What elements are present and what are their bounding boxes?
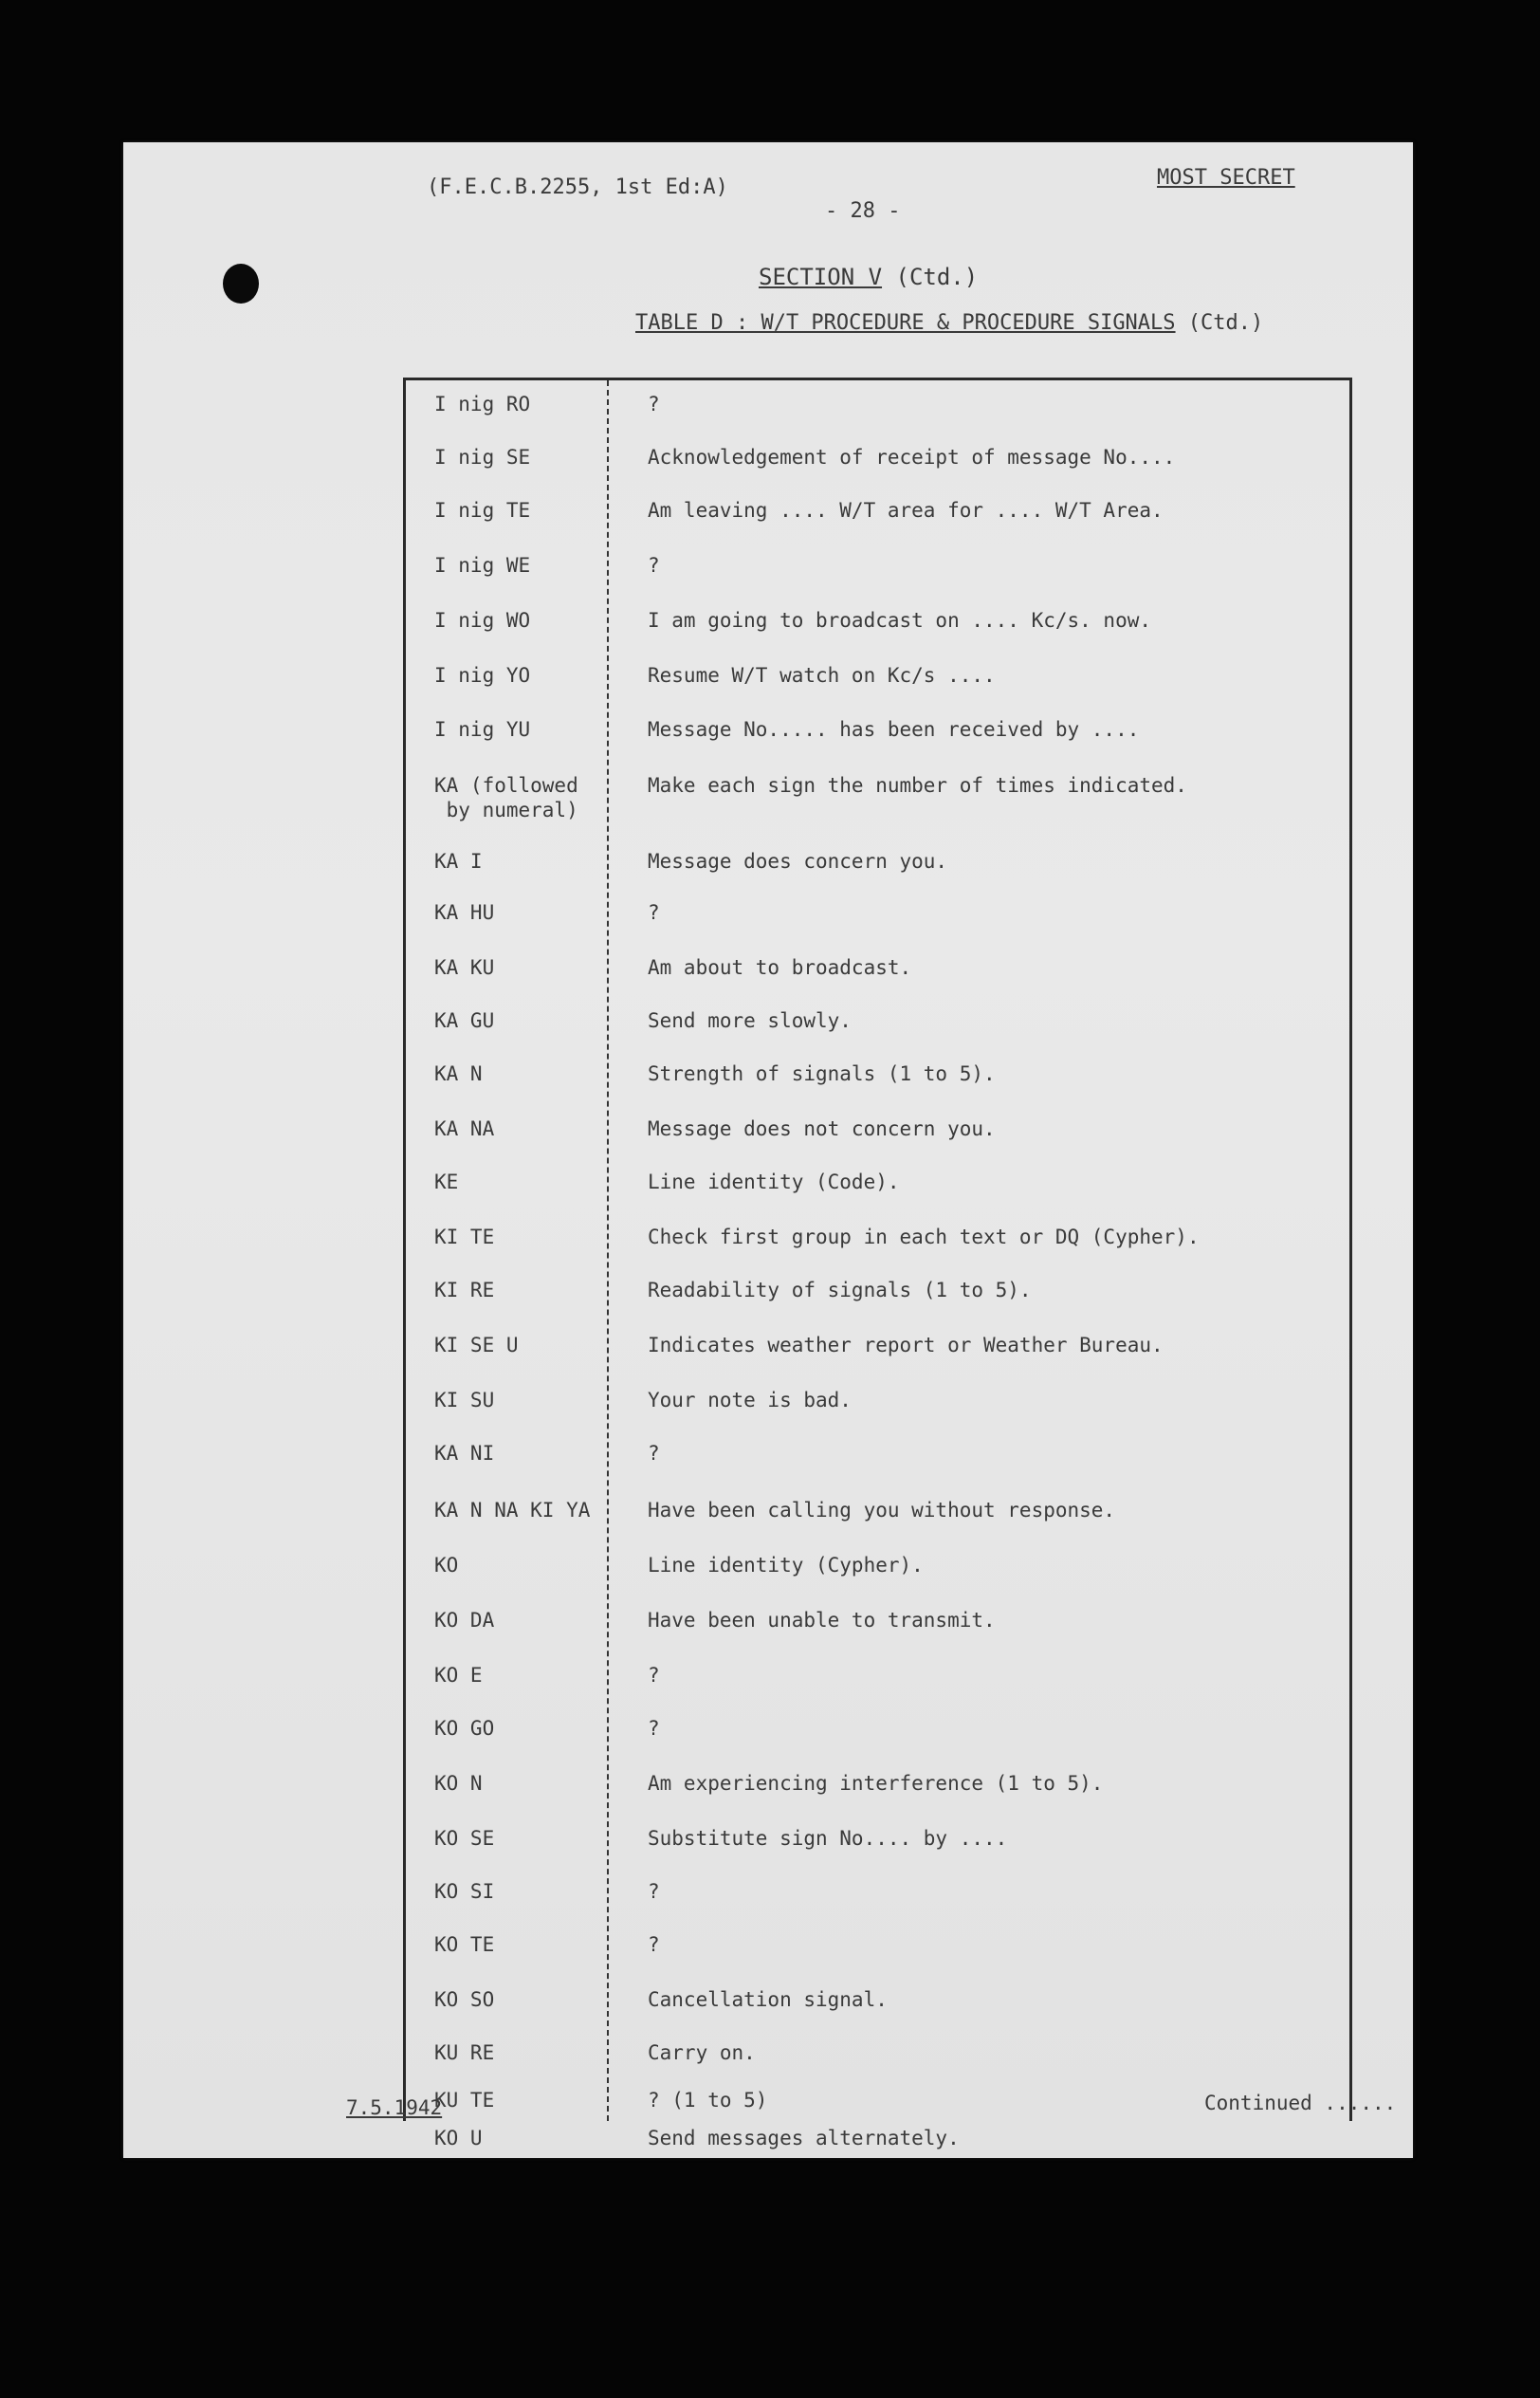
signal-meaning: Am leaving .... W/T area for .... W/T Area. <box>648 499 1164 522</box>
signal-code-text: KO SI <box>434 1880 495 1903</box>
signal-code <box>434 2126 483 2150</box>
section-suffix: (Ctd.) <box>895 264 979 290</box>
signal-meaning: ? <box>648 1442 660 1465</box>
table-heading <box>635 311 1263 335</box>
signal-meaning: Message does concern you. <box>648 850 948 873</box>
signal-meaning: Make each sign the number of times indicated. <box>648 774 1187 797</box>
signal-meaning: Substitute sign No.... by .... <box>648 1827 1008 1850</box>
signal-code <box>434 1716 494 1741</box>
signal-meaning: Strength of signals (1 to 5). <box>648 1062 996 1085</box>
signal-meaning: ? <box>648 554 660 577</box>
signals-table <box>403 378 1352 2149</box>
signal-code-text: KA NA <box>434 1117 495 1140</box>
signal-meaning: Have been unable to transmit. <box>648 1609 996 1632</box>
signal-code-text: KO N <box>434 1772 483 1795</box>
signal-meaning: Resume W/T watch on Kc/s .... <box>648 664 996 687</box>
signal-code-text: KA NI <box>434 1442 495 1465</box>
document-date: 7.5.1942 <box>346 2096 443 2119</box>
signal-meaning: Carry on. <box>648 2041 756 2064</box>
signal-meaning: Have been calling you without response. <box>648 1499 1116 1522</box>
signal-meaning: ? <box>648 1880 660 1903</box>
signal-code-text: KO GO <box>434 1717 495 1740</box>
signal-code <box>434 663 530 688</box>
signal-code-text: KU RE <box>434 2041 495 2064</box>
signal-code <box>434 445 530 470</box>
signal-code-text: I nig YO <box>434 664 531 687</box>
page-number: - 28 - <box>825 199 901 223</box>
signal-code <box>434 498 530 523</box>
signal-code <box>434 1116 494 1141</box>
signal-meaning: Readability of signals (1 to 5). <box>648 1279 1032 1301</box>
signal-code <box>434 553 530 578</box>
signal-meaning: ? <box>648 393 660 415</box>
signal-code-text: KO <box>434 1554 459 1577</box>
signal-code <box>434 1170 458 1194</box>
signal-code <box>434 1225 494 1249</box>
signal-meaning: Message does not concern you. <box>648 1117 996 1140</box>
signal-code <box>434 1826 494 1851</box>
signal-code-text: KO DA <box>434 1609 495 1632</box>
table-title: TABLE D : W/T PROCEDURE & PROCEDURE SIGNALS <box>635 311 1176 335</box>
signal-code-text: KI SE U <box>434 1334 519 1356</box>
signal-code-text: KA N NA KI YA <box>434 1499 591 1522</box>
signal-code <box>434 2088 494 2112</box>
signal-code-text: KA (followed <box>434 774 578 797</box>
signal-code <box>434 849 483 874</box>
signal-meaning: Am experiencing interference (1 to 5). <box>648 1772 1104 1795</box>
document-reference: (F.E.C.B.2255, 1st Ed:A) <box>427 175 728 199</box>
signal-code-text: KA I <box>434 850 483 873</box>
signal-meaning: Message No..... has been received by .... <box>648 718 1140 741</box>
signal-code-text: KI RE <box>434 1279 495 1301</box>
signal-meaning: Cancellation signal. <box>648 1988 888 2011</box>
signal-code <box>434 1008 494 1033</box>
signal-code <box>434 1061 483 1086</box>
signal-code-text: I nig SE <box>434 446 531 469</box>
signal-meaning: ? <box>648 901 660 924</box>
signal-meaning: Send more slowly. <box>648 1009 852 1032</box>
signal-code-text: KO U <box>434 2127 483 2149</box>
table-suffix: (Ctd.) <box>1187 311 1264 335</box>
signal-code-text: KA HU <box>434 901 495 924</box>
continued-note: Continued ...... <box>1204 2092 1397 2114</box>
signal-code <box>434 1498 590 1522</box>
signal-code-text: KO TE <box>434 1933 495 1956</box>
signal-code <box>434 2040 494 2065</box>
signal-code-text: I nig RO <box>434 393 531 415</box>
signal-meaning: Your note is bad. <box>648 1389 852 1411</box>
signal-code <box>434 1771 483 1796</box>
signal-meaning: Line identity (Code). <box>648 1171 900 1193</box>
section-title: SECTION V <box>759 264 883 290</box>
signal-meaning: ? <box>648 1664 660 1687</box>
signal-meaning: I am going to broadcast on .... Kc/s. now. <box>648 609 1152 632</box>
signal-code-text: KA N <box>434 1062 483 1085</box>
signal-code <box>434 1663 483 1688</box>
signal-code-text: KI SU <box>434 1389 495 1411</box>
document-page <box>123 142 1413 2158</box>
section-heading <box>759 264 978 290</box>
signal-meaning: ? (1 to 5) <box>648 2089 768 2112</box>
signal-meaning: Send messages alternately. <box>648 2127 960 2149</box>
signal-meaning: Indicates weather report or Weather Bureau. <box>648 1334 1164 1356</box>
signal-code <box>434 900 494 925</box>
signal-code-text: KE <box>434 1171 459 1193</box>
signal-code <box>434 1553 458 1577</box>
signal-code <box>434 608 530 633</box>
signal-code-text: KI TE <box>434 1226 495 1248</box>
signal-code-text: I nig WE <box>434 554 531 577</box>
signal-code-text: I nig WO <box>434 609 531 632</box>
signal-code <box>434 955 494 980</box>
signal-code <box>434 1388 494 1412</box>
column-divider <box>607 380 609 2121</box>
punch-hole <box>223 264 259 304</box>
signal-code <box>434 1441 494 1466</box>
signal-code-text: KO SE <box>434 1827 495 1850</box>
signal-code-text: I nig YU <box>434 718 531 741</box>
signal-code <box>434 1608 494 1632</box>
signal-code <box>434 1932 494 1957</box>
signal-meaning: Check first group in each text or DQ (Cypher). <box>648 1226 1200 1248</box>
signal-code <box>434 773 578 822</box>
signal-code <box>434 1879 494 1904</box>
signal-meaning: ? <box>648 1933 660 1956</box>
signal-code <box>434 1278 494 1302</box>
classification-label: MOST SECRET <box>1157 166 1295 190</box>
signal-code-text: KA GU <box>434 1009 495 1032</box>
signal-code <box>434 717 530 742</box>
signal-code-text-continued: by numeral) <box>434 799 578 821</box>
signal-code <box>434 1333 519 1357</box>
signal-code-text: KU TE <box>434 2089 495 2112</box>
signal-meaning: Am about to broadcast. <box>648 956 912 979</box>
signal-code-text: KA KU <box>434 956 495 979</box>
signal-meaning: ? <box>648 1717 660 1740</box>
signal-code-text: I nig TE <box>434 499 531 522</box>
signal-code-text: KO SO <box>434 1988 495 2011</box>
signal-meaning: Acknowledgement of receipt of message No.... <box>648 446 1176 469</box>
signal-meaning: Line identity (Cypher). <box>648 1554 924 1577</box>
signal-code <box>434 392 530 416</box>
signal-code <box>434 1987 494 2012</box>
signal-code-text: KO E <box>434 1664 483 1687</box>
